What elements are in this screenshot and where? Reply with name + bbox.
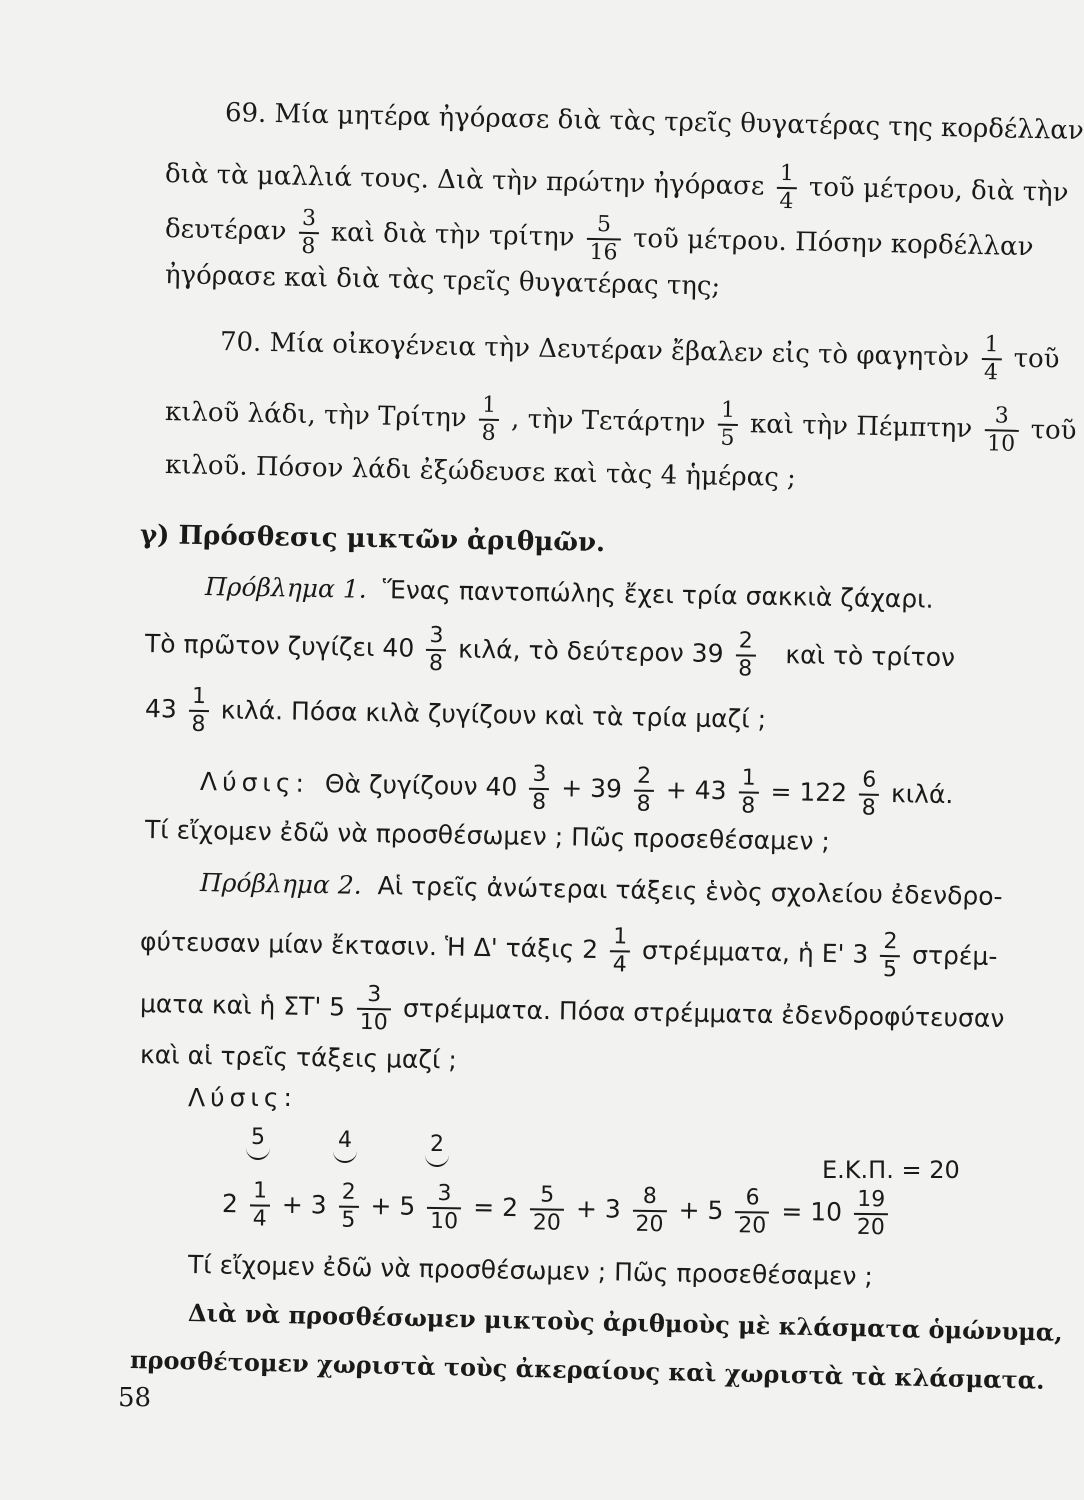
fraction: $\frac{2}{8}$ — [633, 766, 654, 816]
fraction: $\frac{3}{10}$ — [357, 984, 392, 1035]
fraction: $\frac{1}{5}$ — [717, 400, 738, 450]
fraction: $\frac{1}{8}$ — [478, 395, 499, 445]
problem-70-line-3: κιλοῦ. Πόσον λάδι ἐξώδευσε καὶ τὰς 4 ἡμέρας ; — [164, 450, 797, 494]
problem-1-question: Τί εἴχομεν ἐδῶ νὰ προσθέσωμεν ; Πῶς προσεθέσαμεν ; — [144, 815, 831, 856]
fraction: $\frac{3}{8}$ — [529, 764, 550, 814]
fraction: $\frac{1}{8}$ — [188, 686, 209, 736]
multiplier-arc — [246, 1148, 270, 1160]
fraction: $\frac{2}{8}$ — [735, 630, 756, 680]
page-number: 58 — [118, 1383, 152, 1413]
fraction: $\frac{5}{16}$ — [586, 214, 621, 265]
rule-line-1: Διὰ νὰ προσθέσωμεν μικτοὺς ἀριθμοὺς μὲ κλάσματα ὁμώνυμα, — [187, 1298, 1064, 1347]
multiplier-arc — [333, 1151, 357, 1163]
fraction: $\frac{6}{20}$ — [735, 1187, 770, 1237]
problem-1-line-2: Τὸ πρῶτον ζυγίζει 40 $\frac{3}{8}$ κιλά, τὸ δεύτερον 39 $\frac{2}{8}$ καὶ τὸ τρίτον — [144, 622, 956, 682]
fraction: $\frac{3}{10}$ — [427, 1183, 462, 1233]
problem-69-line-2: διὰ τὰ μαλλιά τους. Διὰ τὴν πρώτην ἠγόρασε $\frac{1}{4}$ τοῦ μέτρου, διὰ τὴν — [164, 159, 1069, 215]
problem-2-line-2: φύτευσαν μίαν ἔκτασιν. Ἡ Δ' τάξις 2 $\frac{1}{4}$ στρέμματα, ἡ Ε' 3 $\frac{2}{5}$ στρέμ- — [139, 924, 998, 983]
problem-2-line-4: καὶ αἱ τρεῖς τάξεις μαζί ; — [139, 1040, 458, 1075]
fraction: $\frac{8}{20}$ — [632, 1186, 667, 1236]
fraction: $\frac{1}{4}$ — [981, 334, 1002, 384]
problem-70-line-1: 70. Μία οἰκογένεια τὴν Δευτέραν ἔβαλεν εἰς τὸ φαγητὸν $\frac{1}{4}$ τοῦ — [219, 327, 1060, 386]
problem-69-line-4: ἠγόρασε καὶ διὰ τὰς τρεῖς θυγατέρας της; — [164, 260, 721, 302]
problem-2-question: Τί εἴχομεν ἐδῶ νὰ προσθέσωμεν ; Πῶς προσεθέσαμεν ; — [187, 1250, 874, 1291]
lcd-label: Ε.Κ.Π. = 20 — [822, 1156, 960, 1184]
multiplier-2: 2 — [430, 1132, 444, 1157]
problem-2-line-1: Πρόβλημα 2. Αἱ τρεῖς ἀνώτεραι τάξεις ἑνὸς σχολείου ἐδενδρο- — [199, 868, 1003, 912]
fraction: $\frac{1}{4}$ — [776, 163, 797, 213]
fraction: $\frac{6}{8}$ — [859, 770, 880, 820]
problem-70-line-2: κιλοῦ λάδι, τὴν Τρίτην $\frac{1}{8}$ , τὴν Τετάρτην $\frac{1}{5}$ καὶ τὴν Πέμπτην $\frac{3}{10}$ τοῦ — [164, 392, 1077, 457]
rule-line-2: προσθέτομεν χωριστὰ τοὺς ἀκεραίους καὶ χωριστὰ τὰ κλάσματα. — [129, 1345, 1045, 1395]
fraction: $\frac{3}{8}$ — [426, 625, 447, 675]
fraction: $\frac{1}{8}$ — [738, 767, 759, 817]
problem-2-equation: 2 $\frac{1}{4}$ + 3 $\frac{2}{5}$ + 5 $\frac{3}{10}$ = 2 $\frac{5}{20}$ + 3 $\frac{8}{20}$ + 5 $\frac{6}{20}$ = 10 $\frac{19}{20}$ — [222, 1180, 893, 1239]
problem-69-line-1: 69. Μία μητέρα ἠγόρασε διὰ τὰς τρεῖς θυγατέρας της κορδέλλαν — [224, 98, 1084, 146]
multiplier-5: 5 — [251, 1125, 265, 1150]
multiplier-4: 4 — [338, 1128, 352, 1153]
fraction: $\frac{1}{4}$ — [610, 926, 631, 976]
fraction: $\frac{3}{10}$ — [984, 405, 1019, 456]
problem-1-solution: Λύσις: Θὰ ζυγίζουν 40 $\frac{3}{8}$ + 39 $\frac{2}{8}$ + 43 $\frac{1}{8}$ = 122 $\frac{6}{8}$ κιλά. — [199, 761, 954, 821]
fraction: $\frac{5}{20}$ — [530, 1184, 565, 1234]
fraction: $\frac{3}{8}$ — [298, 208, 319, 258]
problem-69-line-3: δευτέραν $\frac{3}{8}$ καὶ διὰ τὴν τρίτην $\frac{5}{16}$ τοῦ μέτρου. Πόσην κορδέλλαν — [164, 205, 1034, 266]
section-heading: γ) Πρόσθεσις μικτῶν ἀριθμῶν. — [139, 520, 606, 559]
problem-1-line-3: 43 $\frac{1}{8}$ κιλά. Πόσα κιλὰ ζυγίζουν καὶ τὰ τρία μαζί ; — [144, 683, 767, 738]
problem-2-solution-label: Λύσις: — [188, 1083, 297, 1112]
multiplier-arc — [425, 1155, 449, 1167]
problem-2-line-3: ματα καὶ ἡ ΣΤ' 5 $\frac{3}{10}$ στρέμματα. Πόσα στρέμματα ἐδενδροφύτευσαν — [139, 981, 1005, 1036]
fraction: $\frac{2}{5}$ — [880, 931, 901, 981]
fraction: $\frac{2}{5}$ — [338, 1182, 359, 1232]
fraction: $\frac{19}{20}$ — [854, 1189, 889, 1239]
fraction: $\frac{1}{4}$ — [250, 1180, 271, 1230]
problem-1-line-1: Πρόβλημα 1. Ἕνας παντοπώλης ἔχει τρία σακκιὰ ζάχαρι. — [204, 572, 934, 614]
